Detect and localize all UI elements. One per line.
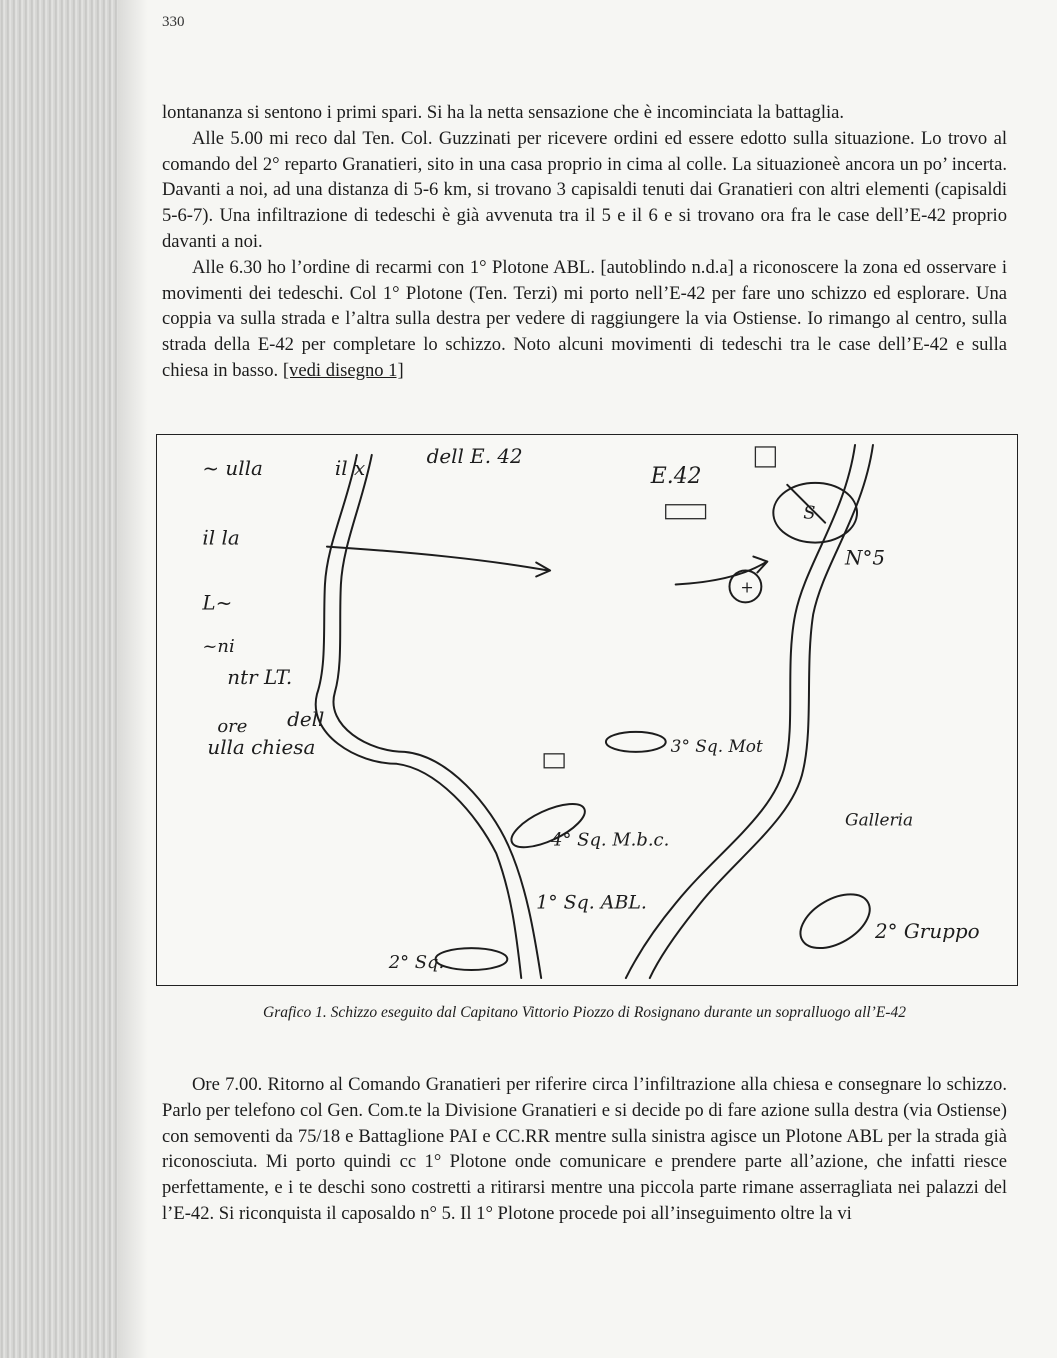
label-n5: N°5 bbox=[845, 546, 886, 570]
building-2 bbox=[755, 447, 775, 467]
label-s: S bbox=[803, 502, 816, 524]
road-left-edge bbox=[316, 455, 522, 978]
label-sq2: 2° Sq. bbox=[388, 952, 445, 974]
hand-drawn-sketch bbox=[156, 434, 1018, 986]
paragraph-4: Ore 7.00. Ritorno al Comando Granatieri per riferire circa l’infiltrazione alla chiesa e consegnare lo schizzo. Parlo per telefono col Gen. Com.te la Divisione Granatieri e si decide po di fare azione sulla destra (via Ostiense) con semoventi da 75/18 e Battaglione PAI e CC.RR mentre sulla sinistra agisce un Plotone ABL per la strada già riconosciuta. Mi porto quindi cc 1° Plotone onde comunicare e prendere parte all’azione, che infatti riesce perfettamente, e i te deschi sono costretti a ritirarsi mentre una piccola parte rimane asserragliata nei palazzi del l’E-42. Si riconquista il caposaldo n° 5. Il 1° Plotone procede poi all’inseguimento oltre la vi bbox=[162, 1074, 1007, 1224]
label-sq1: 1° Sq. ABL. bbox=[536, 891, 647, 914]
building-1 bbox=[544, 754, 564, 768]
page-number: 330 bbox=[162, 14, 185, 30]
label-galleria: Galleria bbox=[845, 809, 914, 830]
label-top-line: dell E. 42 bbox=[426, 444, 523, 468]
label-left-5: ~ni bbox=[202, 636, 235, 658]
sq2-oval bbox=[436, 948, 508, 970]
top-text bbox=[162, 100, 1007, 384]
paragraph-1: lontananza si sentono i primi spari. Si ha la netta sensazione che è incominciata la battaglia. bbox=[162, 102, 845, 123]
bottom-text bbox=[162, 1072, 1007, 1227]
paragraph-2: Alle 5.00 mi reco dal Ten. Col. Guzzinati per ricevere ordini ed essere edotto sulla situazione. Lo trovo al comando del 2° reparto Granatieri, sito in una casa proprio in cima al colle. La situazioneè ancora un po’ incerta. Davanti a noi, ad una distanza di 5-6 km, si trovano 3 capisaldi tenuti dai Granatieri con altri elementi (capisaldi 5-6-7). Una infiltrazione di tedeschi è già avvenuta tra il 5 e il 6 e si trovano ora fra le case dell’E-42 proprio davanti a noi. bbox=[162, 127, 1007, 252]
label-e42: E.42 bbox=[650, 463, 702, 489]
label-left-8: ore bbox=[217, 715, 248, 737]
label-left-7: dell bbox=[287, 707, 325, 731]
gruppo-oval bbox=[791, 883, 878, 959]
label-left-3: il la bbox=[202, 526, 240, 550]
label-left-4: L~ bbox=[202, 591, 233, 615]
building-3 bbox=[666, 505, 706, 519]
paragraph-3 bbox=[162, 255, 1007, 384]
right-road-b bbox=[650, 445, 873, 978]
label-left-2: il x bbox=[334, 456, 366, 480]
paragraph-3-text: Alle 6.30 ho l’ordine di recarmi con 1° Plotone ABL. [autoblindo n.d.a] a riconoscere la zona ed osservare i movimenti dei tedeschi. Col 1° Plotone (Ten. Terzi) mi porto nell’E-42 per fare uno schizzo ed esplorare. Una coppia va sulla strada e l’altra sulla destra per vedere di raggiungere la via Ostiense. Io rimango al centro, sulla strada della E-42 per completare lo schizzo. Noto alcuni movimenti di tedeschi tra le case dell’E-42 e sulla chiesa in basso. bbox=[162, 256, 1007, 381]
label-sq3: 3° Sq. Mot bbox=[670, 735, 763, 756]
sq3-oval bbox=[606, 732, 666, 752]
binding-fade bbox=[118, 0, 148, 1358]
label-gruppo: 2° Gruppo bbox=[874, 920, 980, 944]
book-binding-shadow bbox=[0, 0, 118, 1358]
label-left-1: ~ ulla bbox=[202, 456, 263, 480]
label-left-6: ntr LT. bbox=[227, 666, 293, 690]
figure-caption: Grafico 1. Schizzo eseguito dal Capitano Vittorio Piozzo di Rosignano durante un sopralluogo all’E-42 bbox=[263, 1004, 906, 1021]
label-cross: + bbox=[740, 577, 754, 597]
label-left-9: ulla chiesa bbox=[207, 735, 316, 759]
sketch-drawing bbox=[157, 435, 1017, 985]
label-sq4: 4° Sq. M.b.c. bbox=[551, 829, 670, 851]
right-road-a bbox=[626, 445, 855, 978]
figure-reference: [vedi disegno 1] bbox=[282, 359, 404, 381]
arrow-horizontal bbox=[327, 547, 548, 571]
